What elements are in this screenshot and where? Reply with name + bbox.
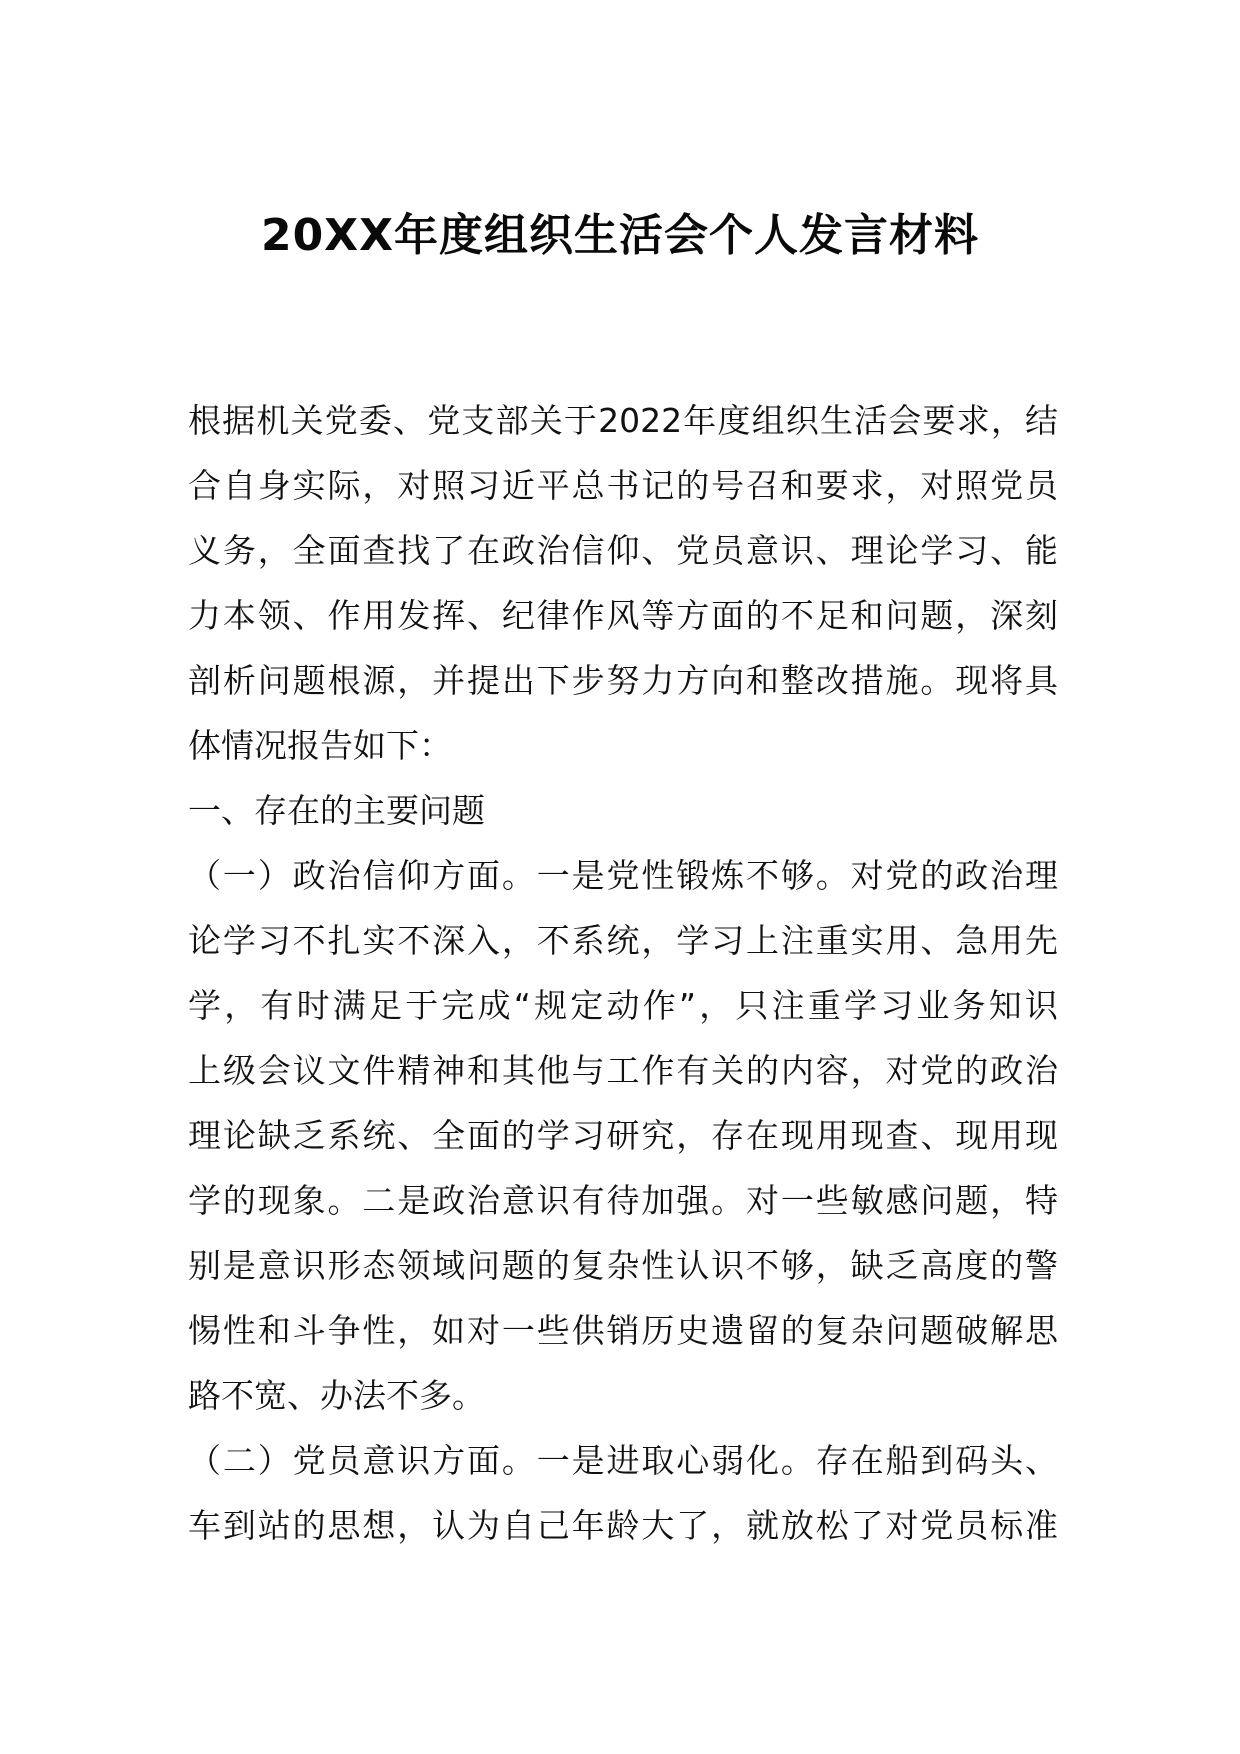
body-line: 学的现象。二是政治意识有待加强。对一些敏感问题，特 <box>188 1181 1058 1220</box>
body-line: 上级会议文件精神和其他与工作有关的内容，对党的政治 <box>188 1051 1058 1090</box>
body-line: 体情况报告如下： <box>188 726 452 765</box>
body-line: 路不宽、办法不多。 <box>188 1376 485 1415</box>
body-line: 剖析问题根源，并提出下步努力方向和整改措施。现将具 <box>188 661 1058 700</box>
body-line: 别是意识形态领域问题的复杂性认识不够，缺乏高度的警 <box>188 1246 1058 1285</box>
document-body <box>188 388 1058 1558</box>
section-heading: 一、存在的主要问题 <box>188 791 485 830</box>
body-line: 合自身实际，对照习近平总书记的号召和要求，对照党员 <box>188 466 1058 505</box>
body-line: （二）党员意识方面。一是进取心弱化。存在船到码头、 <box>188 1441 1058 1480</box>
body-line: 力本领、作用发挥、纪律作风等方面的不足和问题，深刻 <box>188 596 1058 635</box>
body-line: 论学习不扎实不深入，不系统，学习上注重实用、急用先 <box>188 921 1058 960</box>
body-line: 义务，全面查找了在政治信仰、党员意识、理论学习、能 <box>188 531 1058 570</box>
body-line: （一）政治信仰方面。一是党性锻炼不够。对党的政治理 <box>188 856 1058 895</box>
body-line: 惕性和斗争性，如对一些供销历史遗留的复杂问题破解思 <box>188 1311 1058 1350</box>
body-line: 车到站的思想，认为自己年龄大了，就放松了对党员标准 <box>188 1506 1058 1545</box>
document-title: 20XX年度组织生活会个人发言材料 <box>260 210 980 261</box>
body-line: 根据机关党委、党支部关于2022年度组织生活会要求，结 <box>188 401 1058 440</box>
body-line: 理论缺乏系统、全面的学习研究，存在现用现查、现用现 <box>188 1116 1058 1155</box>
body-line: 学，有时满足于完成“规定动作”，只注重学习业务知识 <box>188 986 1058 1025</box>
